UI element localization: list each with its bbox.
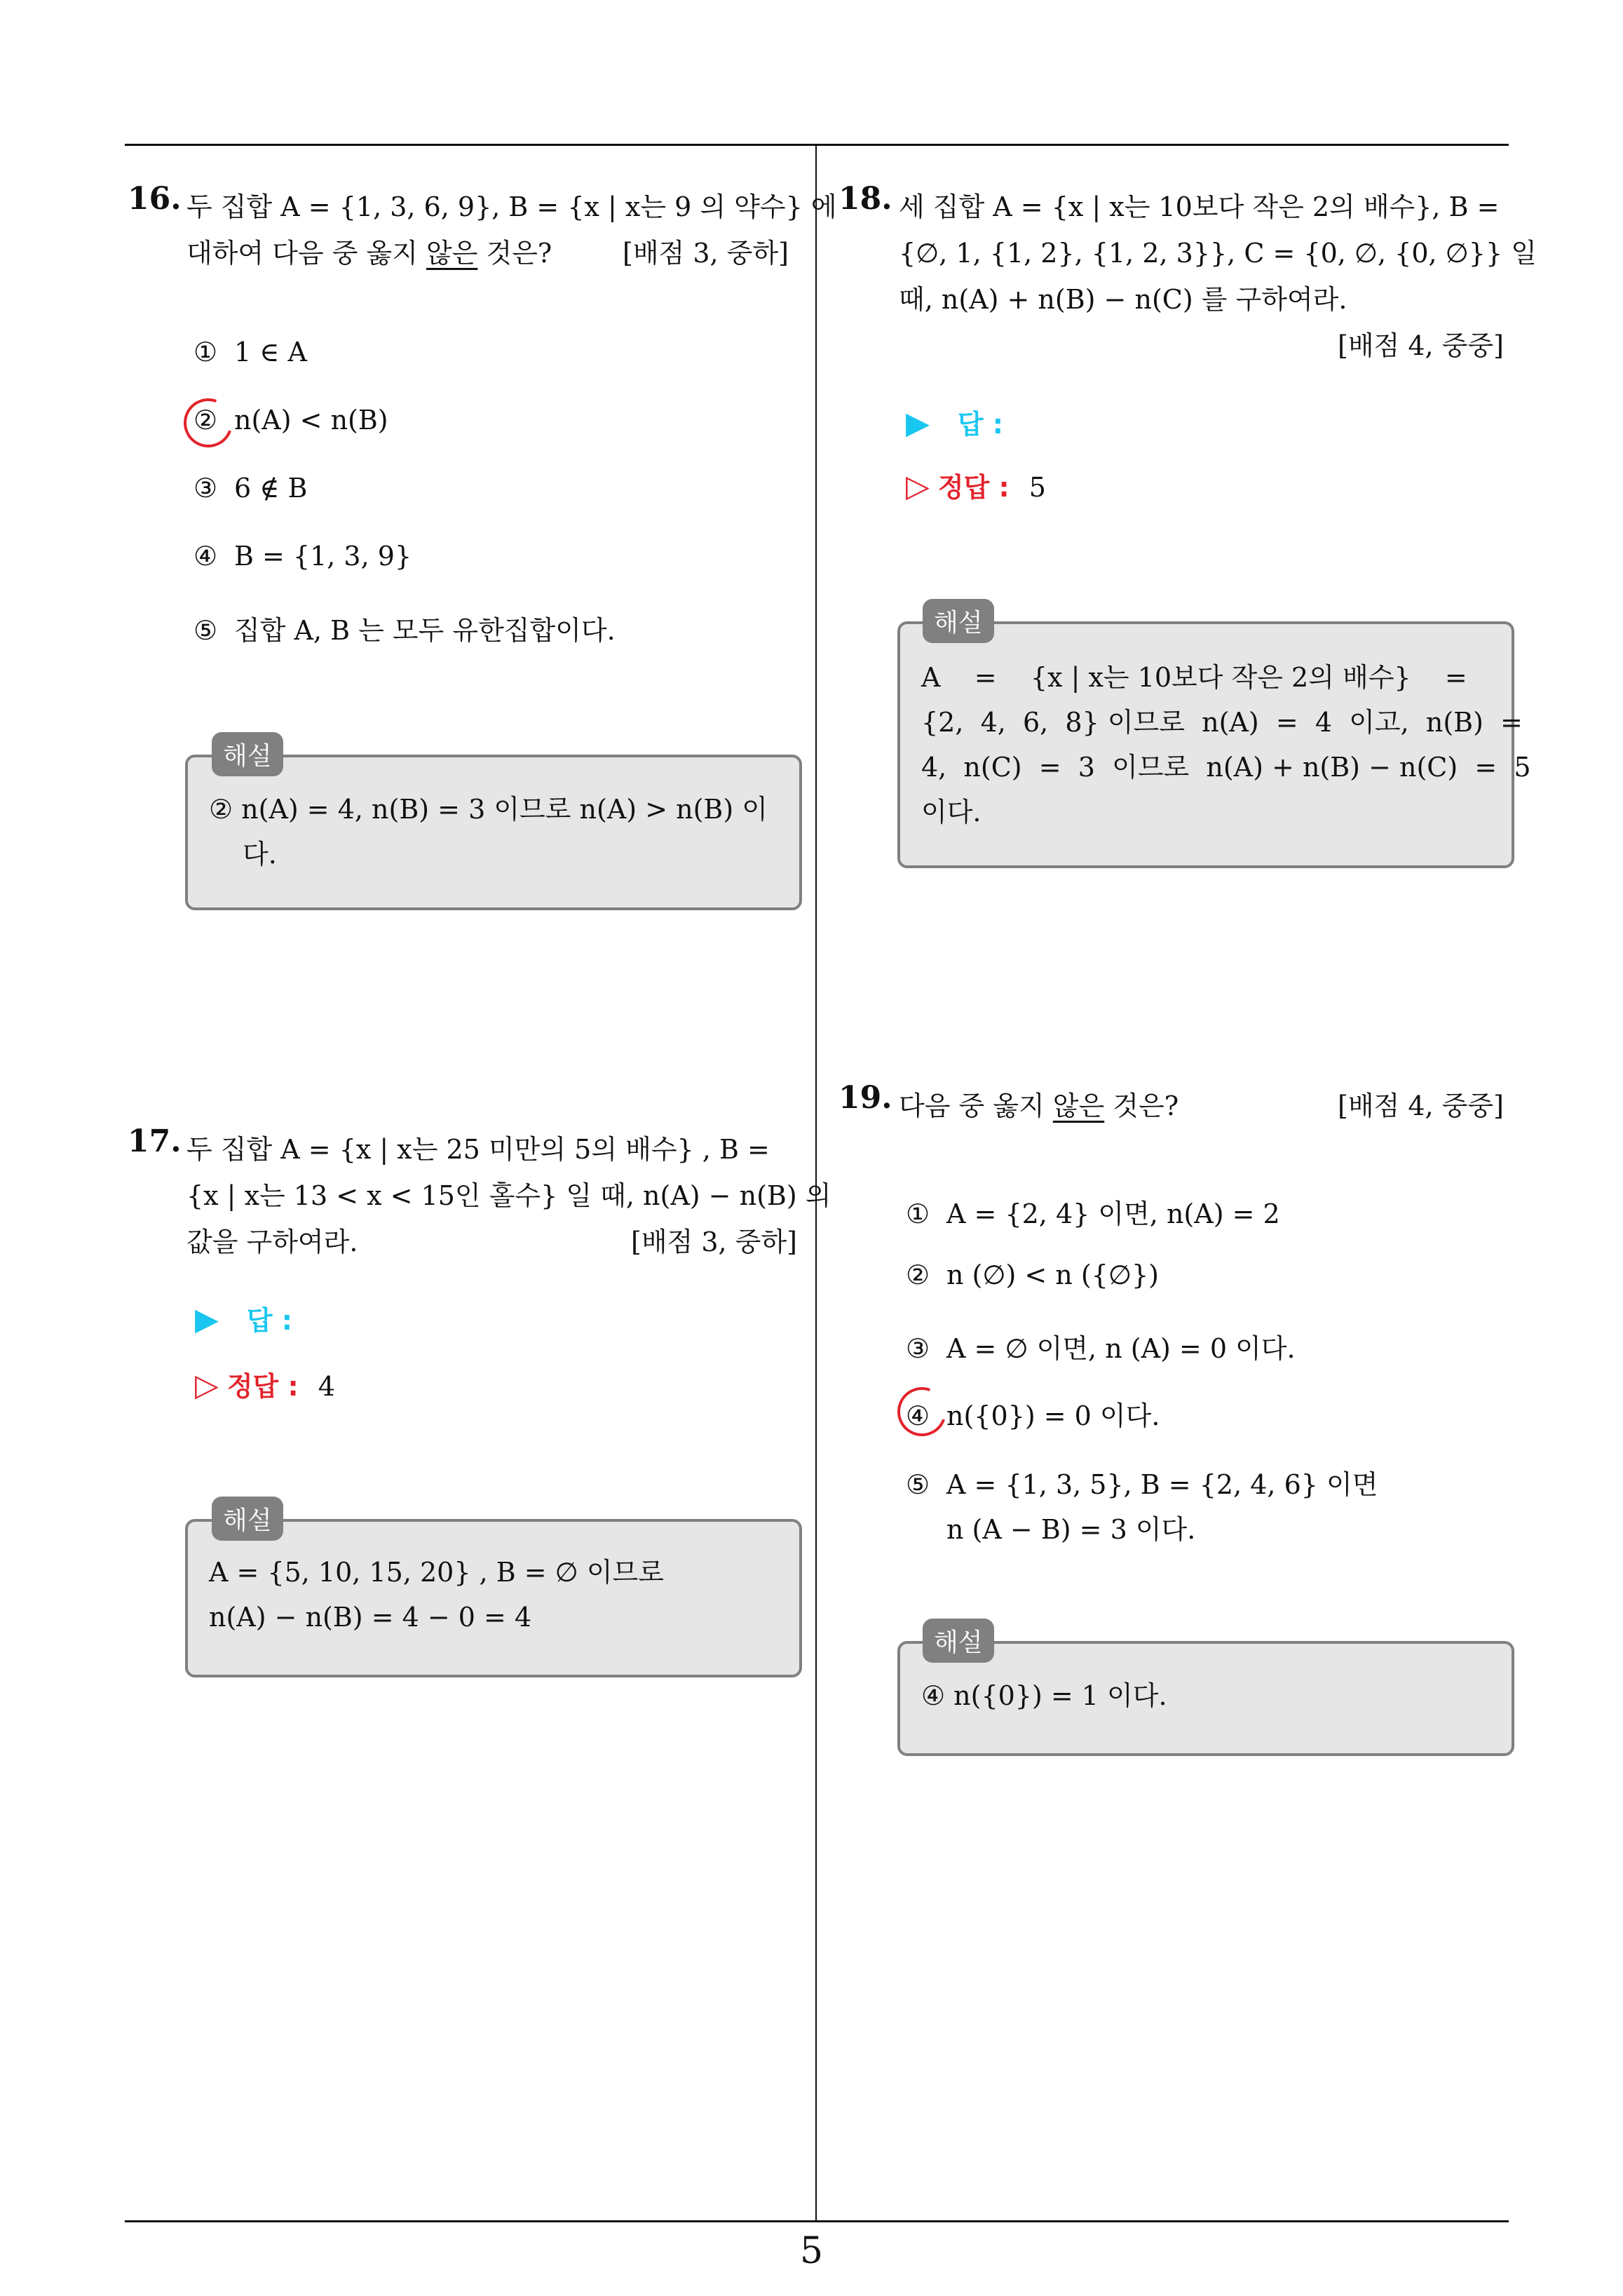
question-number-17: 17. <box>128 1123 182 1159</box>
q17-explanation-tag: 해설 <box>212 1497 283 1541</box>
q19-option-5-line2: n (A − B) = 3 이다. <box>946 1514 1196 1545</box>
question-number-18: 18. <box>838 181 892 217</box>
q19-text-line1-a: 다음 중 옳지 <box>899 1090 1053 1121</box>
option-number: ⑤ <box>906 1469 930 1500</box>
option-number: ② <box>906 1260 930 1290</box>
q19-option-5[interactable] <box>906 1463 1378 1501</box>
q19-selected-circle-mark <box>889 1379 954 1444</box>
option-number: ③ <box>906 1333 930 1364</box>
q18-answer-row[interactable] <box>906 403 1003 441</box>
q16-explanation-line1: ② n(A) = 4, n(B) = 3 이므로 n(A) > n(B) 이 <box>209 794 768 825</box>
q19-option-3[interactable] <box>906 1327 1296 1365</box>
q19-points: [배점 4, 중중] <box>1338 1090 1504 1121</box>
q19-option-2[interactable] <box>906 1260 1159 1290</box>
question-number-16: 16. <box>128 181 182 217</box>
q18-explanation-line1: A = {x | x는 10보다 작은 2의 배수} = <box>921 662 1467 693</box>
option-text: 1 ∈ A <box>234 337 307 367</box>
option-number: ① <box>906 1198 930 1229</box>
option-text: 집합 A, B 는 모두 유한집합이다. <box>234 615 616 646</box>
option-number: ② <box>193 405 218 435</box>
option-text: A = {2, 4} 이면, n(A) = 2 <box>946 1198 1280 1229</box>
top-rule <box>125 144 1509 146</box>
q18-correct-value: 5 <box>1028 472 1046 503</box>
q17-explanation-line2: n(A) − n(B) = 4 − 0 = 4 <box>209 1602 532 1633</box>
option-text: n({0}) = 0 이다. <box>946 1400 1160 1431</box>
option-text: A = ∅ 이면, n (A) = 0 이다. <box>946 1333 1296 1364</box>
option-number: ③ <box>193 473 218 504</box>
q18-correct-label: 정답 : <box>937 472 1010 503</box>
q17-explanation-line1: A = {5, 10, 15, 20} , B = ∅ 이므로 <box>209 1557 664 1588</box>
q18-text-line2: {∅, 1, {1, 2}, {1, 2, 3}}, C = {0, ∅, {0, ∅}} 일 <box>899 238 1537 269</box>
outline-triangle-icon: ▷ <box>906 468 930 504</box>
q16-explanation-box <box>185 755 802 910</box>
q16-points: [배점 3, 중하] <box>623 238 789 269</box>
bottom-rule <box>125 2220 1509 2222</box>
q19-explanation-line1: ④ n({0}) = 1 이다. <box>921 1680 1167 1711</box>
q17-correct-row <box>195 1365 335 1403</box>
q19-text-line1-b: 것은? <box>1104 1090 1179 1121</box>
q17-text-line1: 두 집합 A = {x | x는 25 미만의 5의 배수} , B = <box>186 1134 770 1165</box>
q18-points: [배점 4, 중중] <box>1338 330 1504 361</box>
q16-text-line2-b: 것은? <box>477 238 552 269</box>
play-triangle-icon: ▶ <box>906 405 930 441</box>
q18-correct-row <box>906 466 1046 504</box>
q19-underlined-word: 않은 <box>1052 1090 1105 1121</box>
q17-text-line3: 값을 구하여라. <box>186 1227 358 1257</box>
question-number-19: 19. <box>838 1080 892 1116</box>
q18-text-line1: 세 집합 A = {x | x는 10보다 작은 2의 배수}, B = <box>899 191 1500 222</box>
q16-text-line2 <box>186 231 552 270</box>
q19-option-1[interactable] <box>906 1192 1280 1231</box>
option-text: 6 ∉ B <box>234 473 308 504</box>
q16-option-4[interactable] <box>193 541 412 572</box>
page-number: 5 <box>799 2230 824 2272</box>
q18-explanation-line2: {2, 4, 6, 8} 이므로 n(A) = 4 이고, n(B) = <box>921 707 1523 738</box>
option-number: ④ <box>193 541 218 572</box>
option-number: ① <box>193 337 218 367</box>
q17-correct-value: 4 <box>318 1371 335 1402</box>
option-number: ⑤ <box>193 615 218 646</box>
q18-text-line3: 때, n(A) + n(B) − n(C) 를 구하여라. <box>899 284 1347 315</box>
q16-text-line2-a: 대하여 다음 중 옳지 <box>186 238 426 269</box>
q18-answer-label: 답 : <box>957 409 1003 440</box>
q17-answer-row[interactable] <box>195 1299 292 1337</box>
q16-option-3[interactable] <box>193 473 307 504</box>
option-text: n(A) < n(B) <box>234 405 388 435</box>
q16-underlined-word: 않은 <box>426 238 478 269</box>
q16-selected-circle-mark <box>175 390 240 455</box>
q17-points: [배점 3, 중하] <box>631 1227 797 1257</box>
q17-text-line2: {x | x는 13 < x < 15인 홀수} 일 때, n(A) − n(B) 의 <box>186 1180 831 1211</box>
outline-triangle-icon: ▷ <box>195 1368 219 1403</box>
option-number: ④ <box>906 1400 930 1431</box>
q16-text-line1: 두 집합 A = {1, 3, 6, 9}, B = {x | x는 9 의 약수} 에 <box>186 191 837 222</box>
option-text: n (∅) < n ({∅}) <box>946 1260 1159 1290</box>
q18-explanation-tag: 해설 <box>923 599 994 643</box>
q16-explanation-line2: 다. <box>243 839 277 870</box>
q16-option-1[interactable] <box>193 337 307 367</box>
option-text: B = {1, 3, 9} <box>234 541 412 572</box>
play-triangle-icon: ▶ <box>195 1302 219 1337</box>
q17-correct-label: 정답 : <box>226 1371 299 1402</box>
q19-text-line1 <box>899 1084 1179 1123</box>
option-text: A = {1, 3, 5}, B = {2, 4, 6} 이면 <box>946 1469 1378 1500</box>
q16-explanation-tag: 해설 <box>212 732 283 776</box>
q19-explanation-tag: 해설 <box>923 1619 994 1663</box>
q18-explanation-line4: 이다. <box>921 797 982 828</box>
q16-option-5[interactable] <box>193 609 616 647</box>
q17-answer-label: 답 : <box>246 1305 292 1336</box>
q18-explanation-line3: 4, n(C) = 3 이므로 n(A) + n(B) − n(C) = 5 <box>921 752 1531 783</box>
